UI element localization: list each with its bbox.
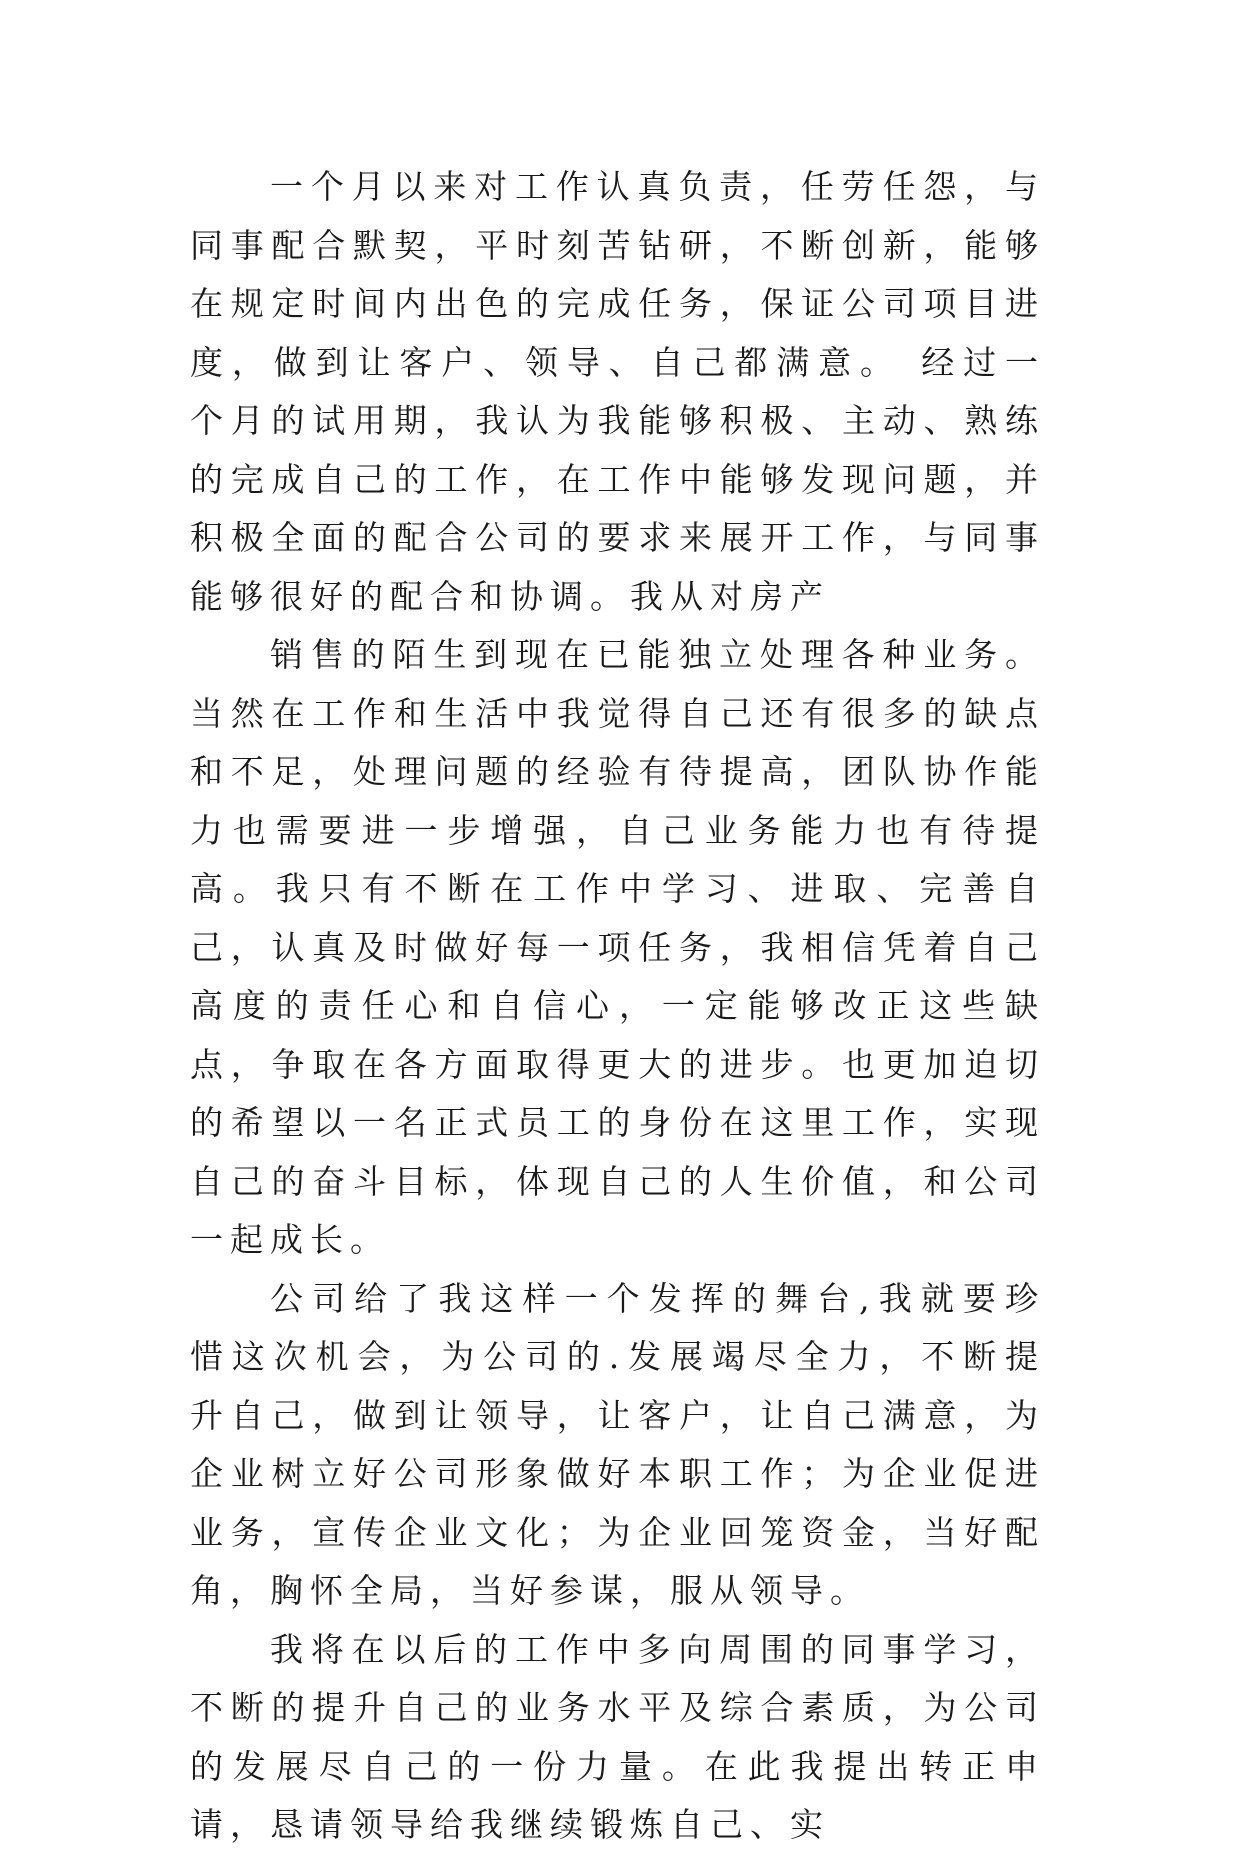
paragraph-3: 公司给了我这样一个发挥的舞台,我就要珍惜这次机会，为公司的.发展竭尽全力，不断提升自己，做到让领导，让客户，让自己满意，为企业树立好公司形象做好本职工作；为企业促进业务，宣传企业文化；为企业回笼资金，当好配角，胸怀全局，当好参谋，服从领导。 [190,1278,1045,1610]
paragraph-1: 一个月以来对工作认真负责，任劳任怨，与同事配合默契，平时刻苦钻研，不断创新，能够在规定时间内出色的完成任务，保证公司项目进度，做到让客户、领导、自己都满意。 经过一个月的试用期，我认为我能够积极、主动、熟练的完成自己的工作，在工作中能够发现问题，并积极全面的配合公司的要求来展开工作，与同事能够很好的配合和协调。我从对房产 [190,167,1045,616]
paragraph-4: 我将在以后的工作中多向周围的同事学习，不断的提升自己的业务水平及综合素质，为公司的发展尽自己的一份力量。在此我提出转正申请，恳请领导给我继续锻炼自己、实 [190,1629,1045,1844]
document-body [190,158,1045,1855]
paragraph-2: 销售的陌生到现在已能独立处理各种业务。当然在工作和生活中我觉得自己还有很多的缺点和不足，处理问题的经验有待提高，团队协作能力也需要进一步增强，自己业务能力也有待提高。我只有不断在工作中学习、进取、完善自己，认真及时做好每一项任务，我相信凭着自己高度的责任心和自信心，一定能够改正这些缺点，争取在各方面取得更大的进步。也更加迫切的希望以一名正式员工的身份在这里工作，实现自己的奋斗目标，体现自己的人生价值，和公司一起成长。 [190,635,1045,1259]
